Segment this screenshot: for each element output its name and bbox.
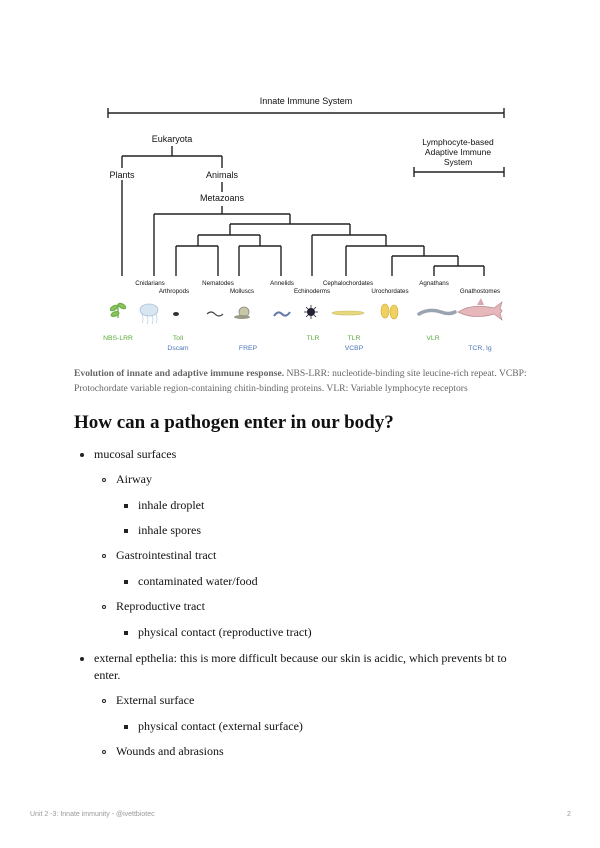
receptor-tlr-1: TLR	[306, 335, 320, 342]
shark-icon	[458, 298, 502, 320]
receptor-frep: FREP	[238, 345, 258, 352]
urchin-icon	[304, 305, 318, 319]
receptor-dscam: Dscam	[167, 345, 189, 352]
bullet	[80, 453, 84, 457]
list-item-wounds: Wounds and abrasions	[116, 744, 224, 758]
animals-label: Animals	[205, 170, 239, 180]
list-item-physical-external: physical contact (external surface)	[138, 719, 303, 733]
eukaryota-label: Eukaryota	[151, 134, 193, 144]
taxon-urochordates: Urochordates	[371, 288, 409, 295]
lymphocyte-label-2: Adaptive Immune	[424, 147, 492, 157]
caption-text: NBS-LRR: nucleotide-binding site leucine-rich repeat. VCBP: Protochordate variable region-containing chitin-binding proteins. VLR: Variable lymphocyte receptors	[74, 368, 527, 394]
lamprey-icon	[419, 310, 455, 314]
bullet	[124, 631, 128, 635]
list-item-inhale-droplet: inhale droplet	[138, 498, 205, 512]
list-item-reproductive: Reproductive tract	[116, 599, 205, 613]
bullet	[102, 554, 106, 558]
caption-bold: Evolution of innate and adaptive immune response.	[74, 368, 285, 379]
annelid-icon	[274, 312, 290, 316]
section-heading: How can a pathogen enter in our body?	[74, 412, 394, 433]
list-item-external-1: external epthelia: this is more difficult because our skin is acidic, which prevents bt to	[94, 651, 507, 665]
taxon-arthropods: Arthropods	[158, 288, 190, 295]
taxon-cnidarians: Cnidarians	[135, 280, 165, 287]
taxon-nematodes: Nematodes	[202, 280, 234, 287]
bullet	[124, 580, 128, 584]
receptor-vcbp: VCBP	[344, 345, 364, 352]
list-item-contaminated: contaminated water/food	[138, 574, 258, 588]
bullet	[102, 605, 106, 609]
plant-icon	[110, 302, 127, 318]
taxon-echinoderms: Echinoderms	[293, 288, 331, 295]
taxon-annelids: Annelids	[270, 280, 294, 287]
worm-icon	[207, 312, 223, 316]
list-item-airway: Airway	[116, 472, 152, 486]
taxon-cephalochordates: Cephalochordates	[322, 280, 374, 287]
metazoans-label: Metazoans	[199, 193, 245, 203]
list-item-physical-repro: physical contact (reproductive tract)	[138, 625, 312, 639]
bullet	[102, 750, 106, 754]
lancelet-icon	[332, 311, 364, 315]
innate-title: Innate Immune System	[259, 96, 353, 106]
list-item-external-surface: External surface	[116, 693, 195, 707]
plants-label: Plants	[109, 170, 135, 180]
phylogeny-tree	[94, 84, 524, 359]
bullet	[80, 657, 84, 661]
list-item-gi-tract: Gastrointestinal tract	[116, 548, 217, 562]
fly-icon	[173, 312, 179, 316]
taxon-agnathans: Agnathans	[419, 280, 449, 287]
taxon-gnathostomes: Gnathostomes	[459, 288, 501, 295]
organism-icons	[110, 298, 502, 324]
lymphocyte-label-3: System	[443, 157, 473, 167]
taxon-molluscs: Molluscs	[229, 288, 255, 295]
receptor-tcr-ig: TCR, Ig	[468, 345, 492, 352]
receptor-toll: Toll	[172, 335, 184, 342]
list-item-inhale-spores: inhale spores	[138, 523, 201, 537]
page-number: 2	[567, 811, 571, 818]
receptor-vlr: VLR	[426, 335, 440, 342]
bullet	[124, 504, 128, 508]
receptor-nbs-lrr: NBS-LRR	[103, 335, 133, 342]
snail-icon	[234, 307, 250, 319]
receptor-tlr-2: TLR	[347, 335, 361, 342]
list-item-mucosal: mucosal surfaces	[94, 447, 177, 461]
jellyfish-icon	[140, 304, 158, 324]
bullet	[102, 699, 106, 703]
footer-left: Unit 2 -3: Innate immunity - @ivettbiotec	[30, 811, 155, 818]
list-item-external-2: enter.	[94, 668, 121, 682]
bullet	[124, 725, 128, 729]
phylogeny-figure	[94, 84, 524, 359]
bullet	[124, 529, 128, 533]
bullet	[102, 478, 106, 482]
tunicate-icon	[381, 304, 398, 319]
lymphocyte-label-1: Lymphocyte-based	[422, 137, 494, 147]
figure-caption	[74, 366, 544, 396]
